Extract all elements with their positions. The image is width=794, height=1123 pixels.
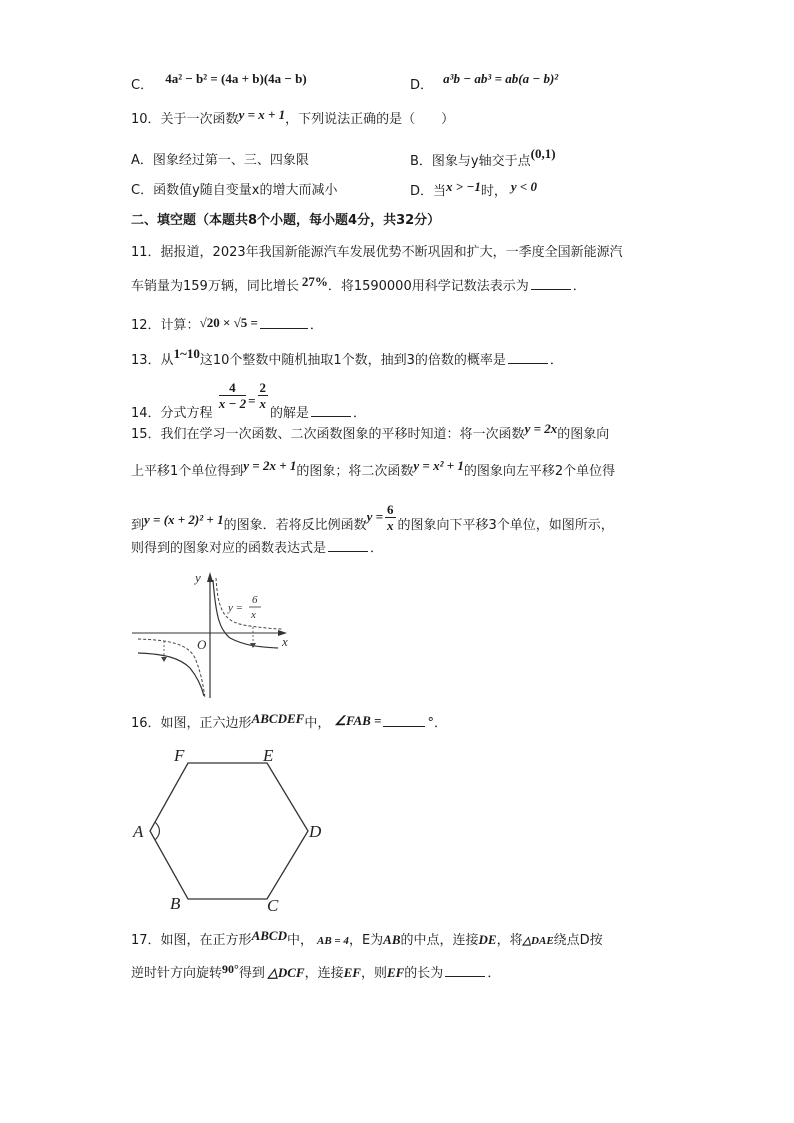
stem-text: ． [370, 541, 384, 556]
stem-math: △DAE [522, 935, 554, 947]
stem-text: ，则 [360, 966, 387, 981]
stem-math: EF [386, 965, 405, 980]
q10-option-d[interactable] [410, 179, 538, 201]
stem-text: 从 [160, 353, 174, 368]
q16 [131, 713, 447, 733]
q11-line1 [131, 244, 623, 262]
stem-text: ，下列说法正确的是（ ） [285, 112, 455, 127]
fraction-denominator: x [259, 396, 267, 411]
stem-text: ． [549, 353, 563, 368]
vertex-label-d: D [309, 822, 322, 841]
fraction-denominator: x [387, 518, 394, 533]
q9-option-d [410, 71, 559, 95]
question-number: 15． [131, 427, 161, 442]
stem-math: ABCDEF [251, 711, 305, 726]
q15-line4 [131, 538, 383, 558]
option-text: 图象与y轴交于点 [431, 154, 531, 169]
origin-label: O [197, 637, 207, 652]
stem-math: y = (x + 2)² + 1 [144, 512, 224, 527]
option-label: B． [410, 154, 432, 169]
stem-text: 我们在学习一次函数、二次函数图象的平移时知道：将一次函数 [160, 427, 525, 442]
question-number: 12． [131, 318, 161, 333]
question-number: 11． [131, 245, 161, 260]
stem-math: ABCD [251, 928, 287, 943]
stem-text: 的图象向 [557, 427, 610, 442]
q15-line3 [131, 502, 614, 541]
answer-blank[interactable] [445, 963, 485, 977]
equals-sign: = [248, 393, 256, 408]
option-label: D． [410, 78, 434, 93]
curve-label-lhs: y = [228, 602, 244, 614]
stem-text: 据报道，2023年我国新能源汽车发展优势不断巩固和扩大，一季度全国新能源汽 [160, 245, 623, 260]
stem-text: ． [309, 318, 323, 333]
answer-blank[interactable] [260, 315, 308, 329]
stem-text: ． [353, 406, 367, 421]
stem-text: ．将1590000用科学记数法表示为 [327, 279, 529, 294]
stem-math: y = 2x [524, 421, 558, 436]
stem-text: 中， [286, 933, 313, 948]
option-text: 当 [433, 184, 447, 199]
stem-math: AB [383, 932, 401, 947]
fraction-numerator: 2 [259, 380, 267, 395]
q13 [131, 346, 563, 370]
q12 [131, 315, 323, 335]
option-math: x > −1 [446, 179, 481, 194]
stem-text: ，E为 [348, 933, 384, 948]
stem-math: y = 2x + 1 [243, 458, 297, 473]
option-label: C． [131, 78, 154, 93]
q16-hexagon-figure [128, 742, 338, 917]
option-label: A． [131, 153, 153, 168]
curve-label-denominator: x [251, 609, 256, 621]
stem-math: AB = 4 [316, 935, 349, 947]
stem-text: ，连接 [304, 966, 344, 981]
vertex-label-f: F [174, 746, 185, 765]
fraction-lhs [219, 380, 246, 411]
stem-text: 中， [304, 716, 331, 731]
fraction [385, 502, 396, 533]
fraction-numerator: 4 [219, 380, 246, 396]
fraction-denominator: x − 2 [218, 396, 247, 411]
answer-blank[interactable] [311, 403, 351, 417]
stem-text: 的中点，连接 [400, 933, 479, 948]
question-number: 13． [131, 353, 161, 368]
stem-text: 得到 [238, 966, 265, 981]
stem-text: 如图，正六边形 [160, 716, 252, 731]
stem-text: 车销量为159万辆，同比增长 [131, 279, 299, 294]
stem-text: 这10个整数中随机抽取1个数，抽到3的倍数的概率是 [199, 353, 506, 368]
option-math: y < 0 [510, 179, 538, 194]
section-heading: 二、填空题（本题共8个小题，每小题4分，共32分） [131, 213, 441, 228]
shifted-curve-left [138, 653, 204, 696]
original-curve-q3 [138, 639, 205, 698]
q17-line1 [131, 928, 603, 950]
q10-option-c[interactable] [131, 182, 337, 200]
stem-math: y = x² + 1 [413, 458, 464, 473]
option-text: 函数值y随自变量x的增大而减小 [153, 183, 338, 198]
fraction-numerator: 6 [387, 502, 394, 517]
stem-math: △DCF [267, 965, 305, 980]
stem-text: ． [487, 966, 501, 981]
stem-text: 如图，在正方形 [160, 933, 252, 948]
answer-blank[interactable] [328, 538, 368, 552]
y-axis-arrow-icon [207, 572, 213, 582]
y-axis [207, 572, 213, 698]
q17-line2 [131, 963, 500, 983]
stem-math: y = x + 1 [238, 107, 286, 122]
angle-mark-fab [155, 822, 160, 840]
stem-text: 绕点D按 [553, 933, 603, 948]
q15-hyperbola-figure [130, 568, 295, 700]
stem-text: 计算： [160, 318, 200, 333]
x-axis-label: x [282, 634, 288, 649]
question-number: 16． [131, 716, 161, 731]
q14 [131, 380, 367, 421]
fraction-rhs [258, 380, 269, 411]
option-math: a³b − ab³ = ab(a − b)² [443, 71, 559, 86]
vertex-label-b: B [170, 894, 181, 913]
stem-math: y = [366, 509, 384, 524]
stem-math: 1~10 [173, 346, 200, 361]
stem-text: 的图象．若将反比例函数 [223, 518, 367, 533]
shifted-curve-right [213, 580, 278, 648]
stem-text: 的图象向下平移3个单位，如图所示， [397, 518, 614, 533]
stem-text: 到 [131, 518, 145, 533]
stem-text: °． [427, 716, 447, 731]
question-number: 14． [131, 406, 161, 421]
original-curve-q1 [216, 578, 282, 629]
stem-text: 分式方程 [160, 406, 213, 421]
answer-blank[interactable] [383, 713, 425, 727]
option-math: 4a² − b² = (4a + b)(4a − b) [165, 71, 307, 86]
stem-text: 则得到的图象对应的函数表达式是 [131, 541, 327, 556]
stem-text: ，将 [496, 933, 523, 948]
option-text: 图象经过第一、三、四象限 [152, 153, 309, 168]
q10-stem [131, 107, 455, 129]
stem-text: ． [572, 279, 586, 294]
q10-option-b[interactable] [410, 146, 556, 171]
stem-text: 的解是 [270, 406, 310, 421]
option-text: 时， [480, 184, 507, 199]
stem-math: ∠FAB = [334, 713, 382, 728]
stem-text: 关于一次函数 [160, 112, 239, 127]
q15-line2 [131, 458, 616, 481]
answer-blank[interactable] [531, 276, 571, 290]
question-number: 17． [131, 933, 161, 948]
stem-math: 27% [301, 274, 328, 289]
q15-line1 [131, 421, 610, 444]
q11-line2 [131, 276, 586, 296]
stem-math: 90° [222, 962, 239, 976]
question-number: 10． [131, 112, 161, 127]
stem-text: 逆时针方向旋转 [131, 966, 223, 981]
q9-option-c [131, 71, 307, 95]
curve-label-numerator: 6 [252, 594, 258, 606]
vertex-label-c: C [267, 896, 279, 915]
stem-text: 上平移1个单位得到 [131, 464, 244, 479]
hexagon [150, 763, 308, 899]
stem-math: EF [343, 965, 361, 980]
arrow-down-icon [161, 657, 167, 662]
stem-math: DE [478, 932, 497, 947]
stem-text: 的图象向左平移2个单位得 [463, 464, 616, 479]
option-label: C． [131, 183, 154, 198]
stem-math: √20 × √5 = [199, 315, 258, 330]
vertex-label-a: A [133, 822, 144, 841]
option-math: (0,1) [530, 146, 556, 161]
stem-text: 的图象；将二次函数 [296, 464, 414, 479]
answer-blank[interactable] [508, 350, 548, 364]
option-label: D． [410, 184, 434, 199]
vertex-label-e: E [263, 746, 274, 765]
stem-text: 的长为 [404, 966, 444, 981]
y-axis-label: y [195, 570, 201, 585]
q10-option-a[interactable] [131, 152, 309, 170]
